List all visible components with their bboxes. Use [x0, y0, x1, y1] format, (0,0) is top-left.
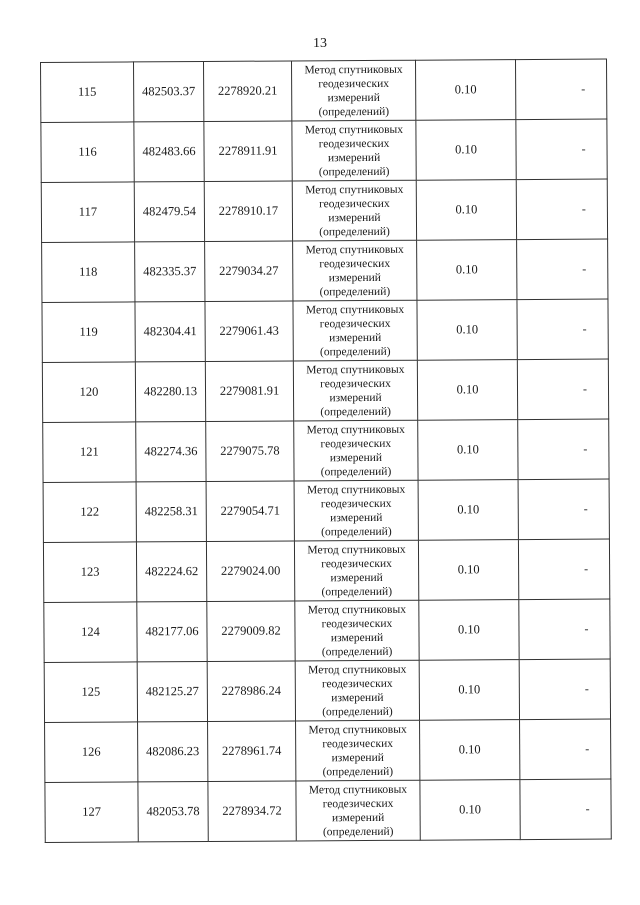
- point-number-cell: 127: [45, 782, 138, 843]
- method-cell: [296, 780, 420, 841]
- method-line: измерений: [328, 271, 381, 284]
- method-cell: [291, 60, 415, 121]
- method-line: Метод спутниковых: [305, 303, 405, 316]
- method-cell: [292, 120, 416, 181]
- point-number-cell: 115: [41, 62, 134, 123]
- note-value: -: [581, 141, 586, 156]
- note-value: -: [583, 441, 588, 456]
- point-number-cell: 117: [41, 182, 134, 243]
- accuracy-cell: 0.10: [419, 660, 519, 721]
- method-cell: [293, 300, 417, 361]
- note-cell: [517, 239, 608, 300]
- method-line: (определений): [322, 825, 394, 838]
- x-coordinate-cell: 482304.41: [135, 301, 205, 361]
- y-coordinate-cell: 2278986.24: [207, 661, 295, 722]
- y-coordinate-cell: 2279075.78: [206, 421, 294, 482]
- accuracy-cell: 0.10: [418, 540, 518, 601]
- method-line: (определений): [321, 585, 393, 598]
- note-cell: [518, 419, 609, 480]
- point-number-cell: 123: [43, 542, 136, 603]
- point-number-cell: 125: [44, 662, 137, 723]
- method-line: геодезических: [321, 617, 393, 630]
- y-coordinate-cell: 2279024.00: [206, 541, 294, 602]
- note-cell: [515, 59, 606, 120]
- table-row: [41, 179, 607, 242]
- method-line: измерений: [329, 391, 382, 404]
- x-coordinate-cell: 482086.23: [138, 721, 208, 781]
- accuracy-cell: 0.10: [417, 240, 517, 301]
- method-line: измерений: [327, 91, 380, 104]
- table-row: [44, 599, 610, 662]
- method-line: (определений): [322, 765, 394, 778]
- method-line: геодезических: [319, 317, 391, 330]
- note-value: -: [582, 381, 588, 396]
- point-number-cell: 121: [43, 422, 136, 483]
- x-coordinate-cell: 482258.31: [136, 481, 206, 541]
- method-line: геодезических: [319, 257, 391, 270]
- method-line: геодезических: [322, 737, 394, 750]
- method-line: геодезических: [318, 137, 390, 150]
- method-cell: [295, 600, 419, 661]
- table-row: [42, 239, 608, 302]
- method-cell: [293, 360, 417, 421]
- method-line: измерений: [327, 151, 381, 164]
- table-row: [45, 779, 611, 842]
- method-line: Метод спутниковых: [308, 783, 408, 796]
- accuracy-cell: 0.10: [418, 480, 518, 541]
- method-line: Метод спутниковых: [305, 243, 404, 256]
- method-cell: [294, 480, 418, 541]
- note-cell: [517, 359, 608, 420]
- method-line: измерений: [329, 451, 383, 464]
- method-line: измерений: [331, 691, 384, 704]
- method-line: геодезических: [320, 497, 392, 510]
- y-coordinate-cell: 2279061.43: [205, 301, 293, 362]
- accuracy-cell: 0.10: [417, 360, 517, 421]
- note-value: -: [581, 201, 586, 216]
- point-number-cell: 122: [43, 482, 136, 543]
- point-number-cell: 124: [44, 602, 137, 663]
- x-coordinate-cell: 482503.37: [134, 62, 204, 122]
- x-coordinate-cell: 482053.78: [138, 781, 208, 841]
- note-value: -: [584, 561, 589, 576]
- note-cell: [518, 479, 609, 540]
- y-coordinate-cell: 2279009.82: [207, 601, 295, 662]
- method-line: измерений: [331, 811, 385, 824]
- note-value: -: [582, 261, 587, 276]
- note-value: -: [585, 741, 590, 756]
- method-line: измерений: [329, 331, 382, 344]
- method-cell: [295, 660, 419, 721]
- note-value: -: [585, 801, 590, 816]
- method-line: (определений): [321, 525, 392, 538]
- note-cell: [516, 119, 607, 180]
- method-line: геодезических: [322, 797, 394, 810]
- method-line: Метод спутниковых: [305, 183, 404, 196]
- table-body: [41, 59, 612, 842]
- point-number-cell: 119: [42, 302, 135, 363]
- page-number: 13: [313, 36, 327, 51]
- note-value: -: [584, 621, 589, 636]
- table-row: [43, 479, 609, 542]
- table-row: [41, 59, 607, 122]
- method-line: (определений): [320, 405, 391, 418]
- y-coordinate-cell: 2278920.21: [204, 61, 292, 122]
- table-row: [43, 419, 609, 482]
- method-line: (определений): [318, 105, 390, 118]
- y-coordinate-cell: 2278961.74: [208, 721, 296, 782]
- y-coordinate-cell: 2279081.91: [205, 361, 293, 422]
- point-number-cell: 118: [42, 242, 135, 303]
- note-value: -: [581, 81, 586, 96]
- y-coordinate-cell: 2279054.71: [206, 481, 294, 542]
- method-line: геодезических: [320, 377, 391, 390]
- method-line: геодезических: [319, 197, 390, 210]
- method-line: Метод спутниковых: [306, 363, 405, 376]
- method-line: измерений: [330, 571, 383, 584]
- accuracy-cell: 0.10: [417, 300, 517, 361]
- note-cell: [517, 299, 608, 360]
- note-value: -: [583, 501, 588, 516]
- method-line: Метод спутниковых: [307, 543, 406, 556]
- x-coordinate-cell: 482177.06: [137, 601, 207, 661]
- x-coordinate-cell: 482125.27: [137, 661, 207, 721]
- method-line: (определений): [319, 285, 391, 298]
- x-coordinate-cell: 482335.37: [135, 241, 205, 301]
- coordinates-table-wrapper: [40, 59, 611, 843]
- point-number-cell: 120: [42, 362, 135, 423]
- coordinates-table: [40, 59, 612, 843]
- accuracy-cell: 0.10: [416, 180, 516, 241]
- method-line: Метод спутниковых: [307, 603, 406, 616]
- note-cell: [518, 539, 609, 600]
- method-line: геодезических: [321, 677, 393, 690]
- note-cell: [519, 599, 610, 660]
- note-cell: [520, 719, 611, 780]
- method-line: геодезических: [320, 437, 392, 450]
- method-line: измерений: [331, 751, 384, 764]
- method-line: (определений): [319, 345, 391, 358]
- table-row: [42, 299, 608, 362]
- method-line: (определений): [318, 165, 390, 178]
- x-coordinate-cell: 482479.54: [134, 181, 204, 241]
- table-row: [41, 119, 607, 182]
- x-coordinate-cell: 482280.13: [135, 361, 205, 421]
- accuracy-cell: 0.10: [419, 600, 519, 661]
- method-line: Метод спутниковых: [304, 123, 404, 136]
- accuracy-cell: 0.10: [415, 60, 515, 121]
- y-coordinate-cell: 2278910.17: [204, 181, 292, 242]
- table-row: [45, 719, 611, 782]
- method-line: (определений): [322, 705, 393, 718]
- method-cell: [294, 540, 418, 601]
- method-line: (определений): [319, 225, 390, 238]
- y-coordinate-cell: 2278934.72: [208, 781, 296, 842]
- method-cell: [296, 720, 420, 781]
- x-coordinate-cell: 482224.62: [136, 541, 206, 601]
- method-line: геодезических: [321, 557, 392, 570]
- y-coordinate-cell: 2278911.91: [204, 121, 292, 182]
- note-value: -: [584, 681, 589, 696]
- method-cell: [292, 180, 416, 241]
- accuracy-cell: 0.10: [416, 120, 516, 181]
- x-coordinate-cell: 482483.66: [134, 122, 204, 182]
- note-cell: [516, 179, 607, 240]
- note-cell: [520, 779, 611, 840]
- method-cell: [293, 240, 417, 301]
- table-row: [42, 359, 608, 422]
- accuracy-cell: 0.10: [418, 420, 518, 481]
- x-coordinate-cell: 482274.36: [136, 421, 206, 481]
- table-row: [44, 659, 610, 722]
- note-value: -: [582, 321, 587, 336]
- table-row: [43, 539, 609, 602]
- method-line: Метод спутниковых: [306, 483, 406, 496]
- point-number-cell: 116: [41, 122, 134, 183]
- method-line: (определений): [320, 465, 392, 478]
- method-line: Метод спутниковых: [308, 663, 407, 676]
- accuracy-cell: 0.10: [420, 720, 520, 781]
- point-number-cell: 126: [45, 722, 138, 783]
- method-line: Метод спутниковых: [304, 63, 403, 76]
- method-line: (определений): [321, 645, 393, 658]
- y-coordinate-cell: 2279034.27: [205, 241, 293, 302]
- method-line: Метод спутниковых: [308, 723, 407, 736]
- method-line: измерений: [328, 211, 381, 224]
- method-line: измерений: [330, 631, 384, 644]
- method-cell: [294, 420, 418, 481]
- accuracy-cell: 0.10: [420, 780, 520, 841]
- method-line: измерений: [330, 511, 383, 524]
- note-cell: [519, 659, 610, 720]
- method-line: Метод спутниковых: [306, 423, 405, 436]
- method-line: геодезических: [318, 77, 390, 90]
